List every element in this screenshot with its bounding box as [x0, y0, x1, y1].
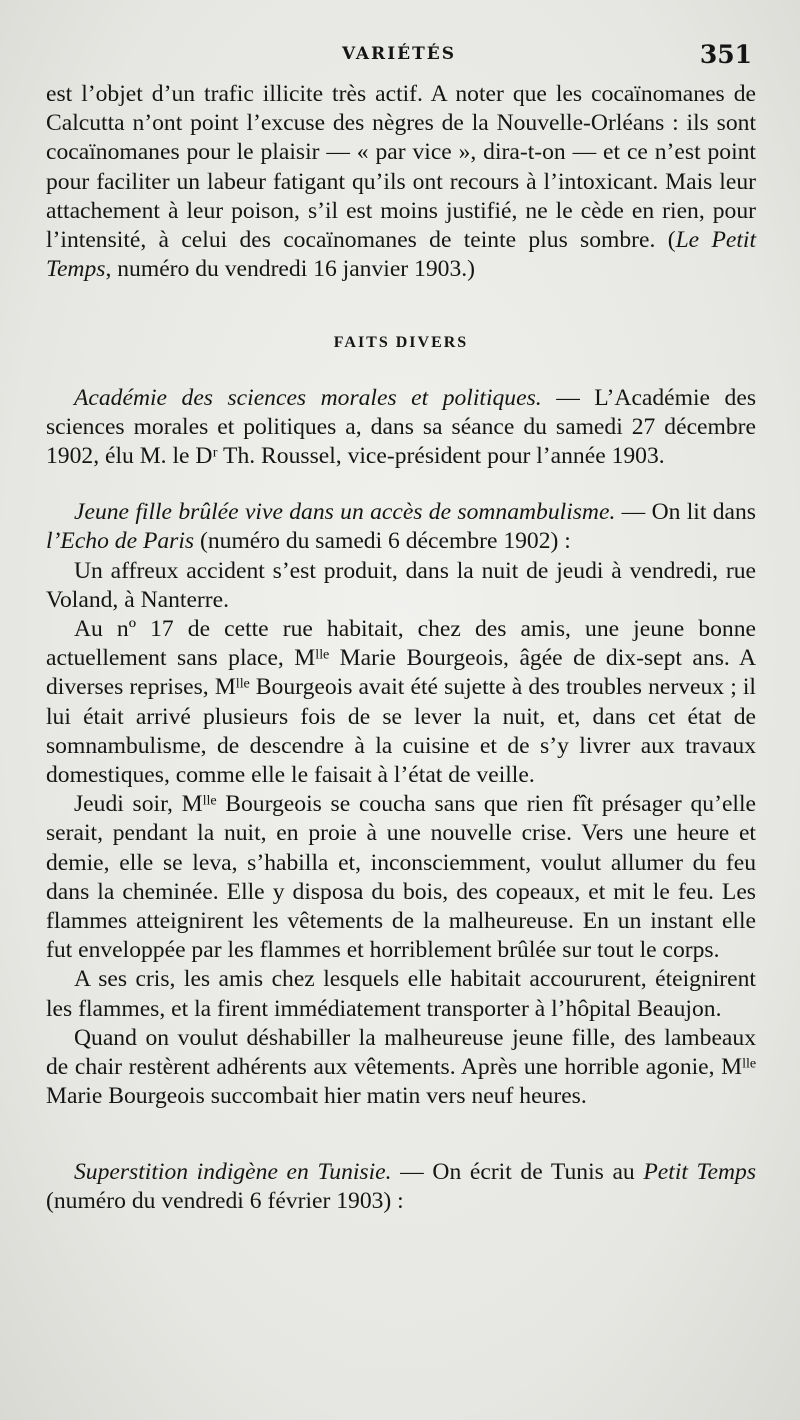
- body-paragraph: Jeudi soir, Mˡˡᵉ Bourgeois se coucha sans que rien fît présager qu’elle serait, pendant la nuit, en proie à une nouvelle crise. Vers une heure et demie, elle se leva, s’habilla et, inconsciemment, voulut allumer du feu dans la cheminée. Elle y disposa du bois, des copeaux, et mit le feu. Les flammes atteignirent les vêtements de la malheureuse. En un instant elle fut enveloppée par les flammes et horriblement brûlée sur tout le corps.: [46, 791, 756, 964]
- body-paragraph: Quand on voulut déshabiller la malheureuse jeune fille, des lambeaux de chair restèrent adhérents aux vêtements. Après une horrible agonie, Mˡˡᵉ Marie Bourgeois succombait hier matin vers neuf heures.: [46, 1024, 756, 1110]
- section-heading: FAITS DIVERS: [333, 334, 469, 352]
- article-title: Superstition indigène en Tunisie.: [74, 1158, 392, 1185]
- page-number: 351: [699, 40, 752, 69]
- academie-paragraph: Académie des sciences morales et politiques. — L’Académie des sciences morales et politiques a, dans sa séance du samedi 27 décembre 1902, élu M. le Dʳ Th. Roussel, vice-président pour l’année 1903.: [46, 384, 756, 470]
- body-paragraph: A ses cris, les amis chez lesquels elle habitait accoururent, éteignirent les flammes, et la firent immédiatement transporter à l’hôpital Beaujon.: [46, 966, 756, 1022]
- source-title: l’Echo de Paris: [46, 528, 195, 555]
- continued-paragraph: est l’objet d’un trafic illicite très actif. A noter que les cocaïnomanes de Calcutta n’ont point l’excuse des nègres de la Nouvelle-Orléans : ils sont cocaïnomanes pour le plaisir — « par vice », dira-t-on — et ce n’est point pour faciliter un labeur fatigant qu’ils ont recours à l’intoxicant. Mais leur attachement à leur poison, s’il est moins justifié, ne le cède en rien, pour l’intensité, à celui des cocaïnomanes de teinte plus sombre. (Le Petit Temps, numéro du vendredi 16 janvier 1903.): [46, 81, 757, 283]
- article-title: Académie des sciences morales et politiques.: [74, 384, 542, 411]
- body-paragraph: Un affreux accident s’est produit, dans la nuit de jeudi à vendredi, rue Voland, à Nanterre.: [46, 557, 756, 613]
- running-title: VARIÉTÉS: [342, 44, 456, 64]
- running-head: [46, 40, 752, 70]
- source-title: Petit Temps: [643, 1158, 757, 1185]
- source-title: Le Petit Temps: [46, 227, 757, 283]
- article-title: Jeune fille brûlée vive dans un accès de somnambulisme.: [74, 499, 616, 526]
- body-paragraph: Au nº 17 de cette rue habitait, chez des amis, une jeune bonne actuellement sans place, Mˡˡᵉ Marie Bourgeois, âgée de dix-sept ans. A diverses reprises, Mˡˡᵉ Bourgeois avait été sujette à des troubles nerveux ; il lui était arrivé plusieurs fois de se lever la nuit, et, dans cet état de somnambulisme, de descendre à la cuisine et de s’y livrer aux travaux domestiques, comme elle le faisait à l’état de veille.: [46, 616, 756, 789]
- text-block: [46, 80, 756, 1216]
- jeune-fille-intro: Jeune fille brûlée vive dans un accès de somnambulisme. — On lit dans l’Echo de Paris (numéro du samedi 6 décembre 1902) :: [46, 499, 756, 555]
- superstition-paragraph: Superstition indigène en Tunisie. — On écrit de Tunis au Petit Temps (numéro du vendredi 6 février 1903) :: [46, 1158, 757, 1214]
